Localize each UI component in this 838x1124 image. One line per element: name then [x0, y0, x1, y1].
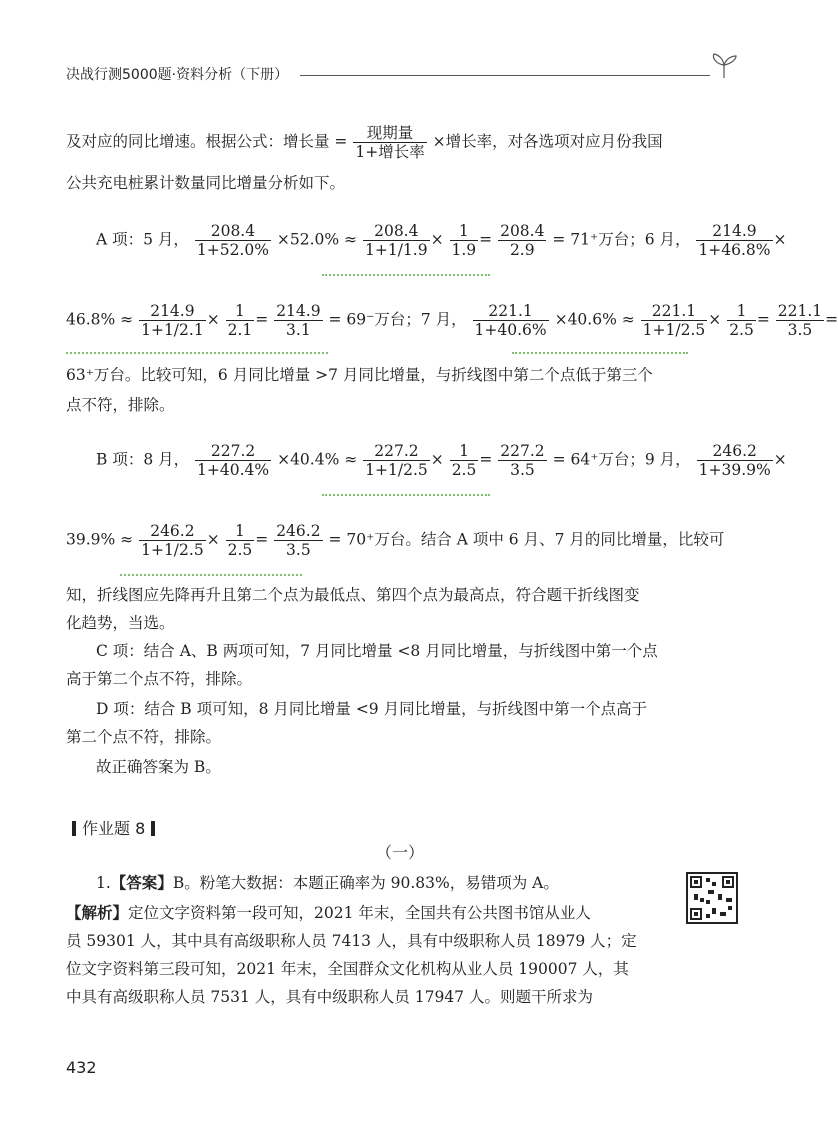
frac-num: 227.2	[363, 442, 430, 461]
frac-den: 3.1	[286, 321, 311, 339]
text-line: 位文字资料第三段可知，2021 年末，全国群众文化机构从业人员 190007 人，其	[66, 960, 629, 978]
frac-num: 208.4	[363, 222, 430, 241]
sprout-icon	[706, 52, 742, 80]
fraction	[473, 302, 549, 339]
fraction	[641, 302, 708, 339]
text-span: = 71⁺万台；6 月，	[552, 230, 691, 249]
text-span: = 64⁺万台；9 月，	[552, 450, 691, 469]
frac-num: 214.9	[139, 302, 206, 321]
wavy-underline	[66, 348, 328, 354]
text-span: ×52.0% ≈	[276, 230, 358, 249]
bar-mark	[151, 821, 155, 836]
fraction	[274, 522, 322, 559]
frac-den: 1+40.4%	[197, 461, 270, 479]
frac-den: 2.5	[227, 541, 253, 559]
text-line: 点不符，排除。	[66, 396, 175, 414]
wavy-underline	[322, 490, 490, 496]
text-line	[66, 124, 663, 161]
text-span: ×增长率，对各选项对应月份我国	[432, 132, 663, 151]
bar-mark	[72, 821, 76, 836]
frac-num: 208.4	[195, 222, 271, 241]
frac-num: 1	[450, 442, 479, 461]
fraction	[363, 442, 430, 479]
frac-num: 1	[226, 522, 255, 541]
frac-den: 1+1/1.9	[364, 241, 428, 259]
answer-row	[96, 872, 559, 894]
frac-den: 1+1/2.5	[365, 461, 428, 479]
explanation-row	[66, 902, 591, 924]
frac-den: 3.5	[510, 461, 535, 479]
fraction	[363, 222, 430, 259]
wavy-underline	[120, 570, 302, 576]
text-span: ×40.4% ≈	[277, 450, 358, 469]
frac-den: 3.5	[787, 321, 813, 339]
frac-num: 246.2	[139, 522, 206, 541]
fraction	[139, 302, 206, 339]
frac-den: 1+46.8%	[698, 241, 771, 259]
answer-text: B。粉笔大数据：本题正确率为 90.83%，易错项为 A。	[172, 874, 559, 892]
text-line: 员 59301 人，其中具有高级职称人员 7413 人，具有中级职称人员 18979 人；定	[66, 932, 637, 950]
frac-num: 221.1	[641, 302, 708, 321]
qr-code-icon[interactable]	[686, 872, 738, 924]
fraction	[776, 302, 824, 339]
frac-num: 246.2	[697, 442, 773, 461]
text-span: ×40.6% ≈	[554, 310, 635, 329]
text-line: 高于第二个点不符，排除。	[66, 670, 253, 688]
frac-num: 221.1	[473, 302, 549, 321]
frac-den: 2.1	[227, 321, 253, 339]
frac-den: 1+1/2.5	[642, 321, 706, 339]
fraction	[139, 522, 206, 559]
fraction	[353, 124, 426, 161]
fraction	[450, 442, 479, 479]
fraction	[727, 302, 756, 339]
frac-den: 1+40.6%	[474, 321, 547, 339]
formula-line-a1: A 项：5 月， $\frac{208.4}{1+52.0\%}$ ×52.0% ≈ $\frac{208.4}{1+1/1.9}$ × $\frac{1}{1.9}$ = $\frac{208.4}{2.9}$ = 71⁺万台；6 月， $\frac{214.9}{1+46.8\%}$ ×	[96, 222, 787, 259]
fraction	[697, 442, 773, 479]
wavy-underline	[322, 270, 490, 276]
text-span: B 项：8 月，	[96, 450, 190, 469]
frac-den: 1+1/2.1	[141, 321, 204, 339]
section-heading	[66, 816, 161, 839]
frac-num: 246.2	[276, 522, 321, 540]
frac-den: 1+52.0%	[196, 241, 269, 259]
frac-num: 214.9	[276, 302, 321, 320]
frac-den: 2.9	[509, 241, 535, 259]
frac-num: 208.4	[500, 222, 545, 240]
text-line: 公共充电桩累计数量同比增量分析如下。	[66, 174, 346, 192]
text-span: A 项：5 月，	[96, 230, 189, 249]
frac-num: 221.1	[777, 302, 823, 320]
part-heading: （一）	[375, 843, 424, 862]
fraction	[226, 302, 255, 339]
frac-den: 2.5	[729, 321, 754, 339]
fraction	[195, 222, 271, 259]
answer-line: 故正确答案为 B。	[96, 758, 221, 776]
frac-den: 2.5	[451, 461, 477, 479]
frac-num: 现期量	[353, 124, 426, 143]
text-line: 知，折线图应先降再升且第二个点为最低点、第四个点为最高点，符合题干折线图变	[66, 586, 640, 604]
text-line: 化趋势，当选。	[66, 614, 175, 632]
text-line: C 项：结合 A、B 两项可知，7 月同比增量 <8 月同比增量，与折线图中第一个点	[96, 642, 658, 660]
text-span: 39.9% ≈	[66, 530, 134, 549]
text-span: 定位文字资料第一段可知，2021 年末，全国共有公共图书馆从业人	[128, 904, 591, 922]
section-title: 作业题 8	[82, 819, 146, 838]
frac-den: 1+增长率	[355, 143, 425, 161]
frac-num: 1	[450, 222, 479, 241]
text-line: 中具有高级职称人员 7531 人，具有中级职称人员 17947 人。则题干所求为	[66, 988, 593, 1006]
frac-num: 1	[727, 302, 756, 321]
fraction	[696, 222, 772, 259]
fraction	[498, 222, 546, 259]
fraction	[195, 442, 271, 479]
text-span: 及对应的同比增速。根据公式：增长量 =	[66, 132, 348, 151]
text-line: 63⁺万台。比较可知，6 月同比增量 >7 月同比增量，与折线图中第二个点低于第三个	[66, 366, 653, 384]
frac-num: 227.2	[195, 442, 271, 461]
explanation-tag: 【解析】	[66, 904, 129, 922]
fraction	[450, 222, 479, 259]
frac-num: 227.2	[500, 442, 545, 460]
frac-den: 1+1/2.5	[141, 541, 204, 559]
frac-num: 214.9	[696, 222, 772, 241]
text-span: 46.8% ≈	[66, 310, 134, 329]
header-rule	[300, 75, 710, 76]
formula-line-b2: 39.9% ≈ $\frac{246.2}{1+1/2.5}$ × $\frac{1}{2.5}$ = $\frac{246.2}{3.5}$ = 70⁺万台。结合 A 项中 6 月、7 月的同比增量，比较可	[66, 522, 725, 559]
question-number: 1.	[96, 874, 111, 892]
frac-den: 3.5	[286, 541, 311, 559]
frac-num: 1	[226, 302, 255, 321]
page-number: 432	[66, 1058, 97, 1077]
text-line: 第二个点不符，排除。	[66, 728, 222, 746]
formula-line-b1: B 项：8 月， $\frac{227.2}{1+40.4\%}$ ×40.4% ≈ $\frac{227.2}{1+1/2.5}$ × $\frac{1}{2.5}$ = $\frac{227.2}{3.5}$ = 64⁺万台；9 月， $\frac{246.2}{1+39.9\%}$ ×	[96, 442, 787, 479]
text-line: D 项：结合 B 项可知，8 月同比增量 <9 月同比增量，与折线图中第一个点高于	[96, 700, 648, 718]
frac-den: 1+39.9%	[698, 461, 771, 479]
fraction	[226, 522, 255, 559]
wavy-underline	[512, 348, 688, 354]
text-span: = 69⁻万台；7 月，	[328, 310, 467, 329]
text-span: = 70⁺万台。结合 A 项中 6 月、7 月的同比增量，比较可	[328, 530, 725, 549]
answer-tag: 【答案】	[110, 874, 173, 892]
fraction	[274, 302, 322, 339]
formula-line-a2: 46.8% ≈ $\frac{214.9}{1+1/2.1}$ × $\frac{1}{2.1}$ = $\frac{214.9}{3.1}$ = 69⁻万台；7 月， $\frac{221.1}{1+40.6\%}$ ×40.6% ≈ $\frac{221.1}{1+1/2.5}$ × $\frac{1}{2.5}$ = $\frac{221.1}{3.5}$ =	[66, 302, 838, 339]
fraction	[498, 442, 546, 479]
frac-den: 1.9	[451, 241, 477, 259]
running-header: 决战行测5000题·资料分析（下册）	[66, 67, 289, 83]
